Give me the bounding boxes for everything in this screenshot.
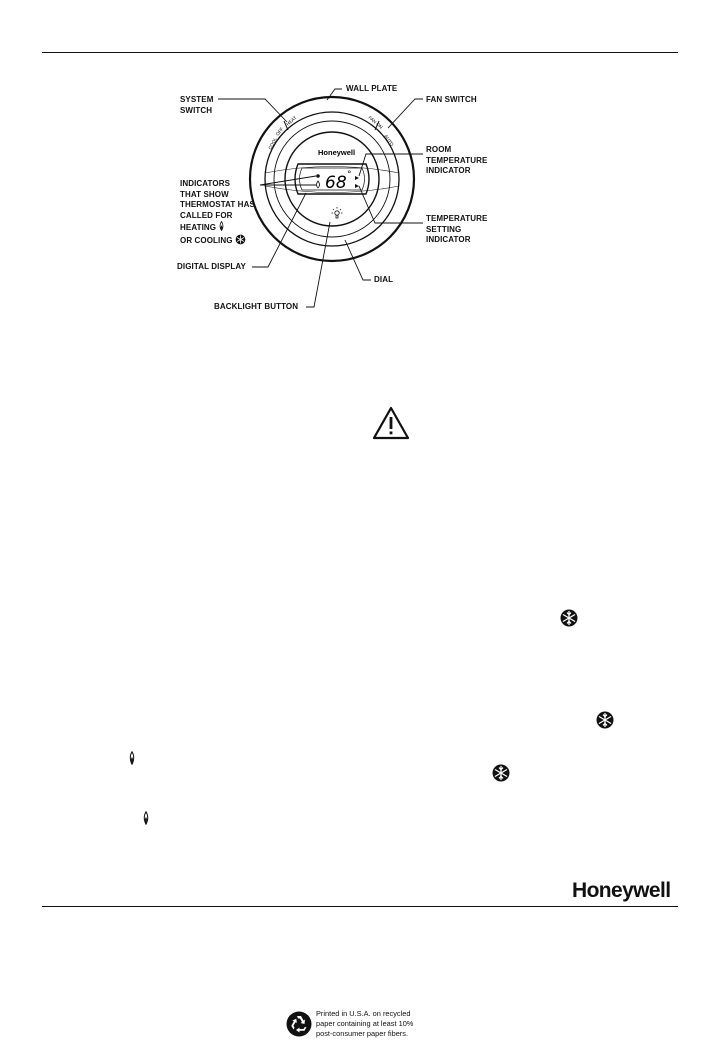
backlight-bulb-icon	[332, 207, 343, 218]
snowflake-icon	[596, 711, 614, 729]
snowflake-icon	[560, 609, 578, 627]
label-backlight-button: BACKLIGHT BUTTON	[214, 302, 299, 311]
label-fan-switch: FAN SWITCH	[426, 95, 477, 104]
leader-indicators-top	[260, 176, 316, 185]
system-switch-heat: HEAT	[285, 115, 298, 127]
snowflake-icon	[492, 764, 510, 782]
thermostat-diagram	[0, 0, 720, 340]
degree-symbol: °	[347, 170, 352, 180]
label-dial: DIAL	[374, 275, 394, 284]
system-switch-off: OFF	[274, 126, 285, 137]
leader-backlight	[306, 222, 330, 307]
label-room-temp-indicator: ROOM TEMPERATURE INDICATOR	[426, 145, 488, 175]
honeywell-logo: Honeywell	[572, 879, 671, 902]
label-wall-plate: WALL PLATE	[346, 84, 398, 93]
label-temp-setting-indicator: TEMPERATURE SETTING INDICATOR	[426, 214, 488, 244]
room-temp-arrow	[355, 176, 359, 180]
recycle-icon	[286, 1011, 312, 1037]
heat-call-dot	[316, 174, 320, 178]
leader-digital-display	[252, 193, 306, 267]
fan-switch-on: FAN ON	[367, 114, 384, 130]
temperature-readout: 68	[325, 173, 347, 193]
label-snowflake-icon	[235, 234, 246, 245]
setting-temp-arrow	[355, 184, 359, 188]
flame-icon	[142, 811, 150, 825]
system-switch-cool: COOL	[267, 136, 279, 151]
fan-switch-auto: AUTO	[383, 133, 395, 147]
label-digital-display: DIGITAL DISPLAY	[177, 262, 246, 271]
label-indicators: INDICATORS THAT SHOW THERMOSTAT HAS CALLED FOR HEATING OR COOLING	[180, 179, 255, 245]
display-flame-icon	[317, 181, 320, 188]
label-flame-icon	[218, 221, 225, 231]
recycled-paper-note: Printed in U.S.A. on recycled paper containing at least 10% post-consumer paper fibers.	[316, 1009, 414, 1038]
warning-triangle-icon	[372, 406, 410, 440]
flame-icon	[128, 751, 136, 765]
thermostat-brand: Honeywell	[318, 148, 356, 157]
label-system-switch: SYSTEM SWITCH	[180, 95, 214, 115]
footer-rule	[42, 906, 678, 907]
